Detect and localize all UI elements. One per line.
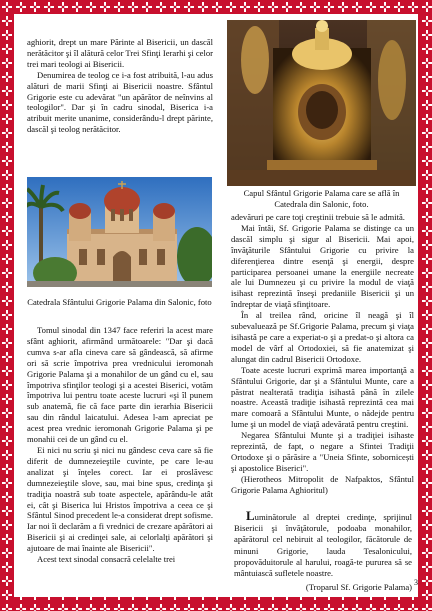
column2-text (231, 212, 414, 496)
page-content (22, 20, 414, 598)
dropcap: L (246, 508, 255, 523)
column1-bottom-text (27, 325, 213, 565)
paragraph: Toate aceste lucruri exprimă marea importanţă a Sfântului Grigorie, dar şi a Sfântului Munte, care a păstrat nealterată tradiţia isihastă până în zilele noastre. Această tradiţie isihastă reprezintă cea mai mare comoară a Sfântului Munte, o nădejde pentru lume şi un model de viaţă adevărată pentru creştini. (231, 364, 414, 430)
signature: (Hierotheos Mitropolit de Nafpaktos, Sfântul Grigorie Palama Aghioritul) (231, 473, 414, 495)
column1-top-text (27, 37, 213, 135)
paragraph: Denumirea de teolog ce i-a fost atribuită, l-au adus alături de marii Sfinţi ai Bisericii noastre. Sfântul Grigorie este cu adevărat "un apărător de neînvins al teologilor". Dar şi în cadru sinodal, Biserica i-a atribuit merite unanime, considerându-l drept părinte, dascăl şi teolog nerătăcitor. (27, 69, 213, 135)
page-number: 3 (414, 578, 418, 587)
paragraph: Tomul sinodal din 1347 face referiri la acest mare sfânt aghiorit, afirmând următoarele: "Dar şi dacă cumva s-ar afla cineva care să gândească, să afirme ori să scrie împotriva prea vrednicului ieromonah Grigorie Palama şi a monahilor de un gând cu el, sau împotriva sfinţilor teologi şi a acestei Biserici, votăm împotriva lui pentru toate aceste lucruri «şi îl punem sub anatemă, fie că face parte din ierarhia Bisericii sau din rândul laicatului. Adesea l-am apreciat pe acest prea vrednic ieromonah Grigorie Palama şi pe monahii cei de un gând cu el. (27, 325, 213, 445)
cathedral-photo (27, 177, 212, 287)
paragraph: adevăruri pe care toţi creştinii trebuie să le admită. (231, 212, 405, 222)
relics-caption: Capul Sfântul Grigorie Palama care se află în Catedrala din Salonic, foto. (243, 188, 400, 209)
troparion-body: uminătorule al dreptei credinţe, sprijinul Bisericii şi învăţătorule, podoaba monahilor, apărătorul cel nebiruit al teologilor, făcătorule de minuni Grigorie, lauda Tesalonicului, propovăduitorule al harului, roagă-te pururea să se mântuiască sufletele noastre. (234, 512, 412, 579)
paragraph: Acest text sinodal consacră celelalte trei (37, 554, 176, 565)
troparion (234, 510, 412, 593)
troparion-text (234, 510, 412, 579)
paragraph: Negarea Sfântului Munte şi a tradiţiei isihaste reprezintă, de fapt, o negare a Sfintei Tradiţii Ortodoxe şi o părăsire a "Uneia Sfinte, sobornicești şi apostolice Biserici". (231, 430, 414, 473)
paragraph: Ei nici nu scriu şi nici nu gândesc ceva care să fie diferit de dumnezeieştile cuvinte, pe care le-au analizat şi înţeles corect. Iar ei proslăvesc dumnezeieştile slove, sau, mai bine spus, credinţa şi tradiţia noastră sub toate aspectele, apărându-le atât ei, cât şi Biserica lui Hristos împotriva a ceea ce şi Sfântul Sinod precedent le-a considerat drept sofisme. Iar noi îi declarăm a fi vrednici de crezare apărători ai Bisericii şi ai credinţei sale, ai celorlalţi apărători şi ajutoare de mai înainte ale Bisericii". (27, 444, 213, 554)
paragraph: aghiorit, drept un mare Părinte al Bisericii, un dascăl nerătăcitor şi îl alătură celor Trei Sfinţi Ierarhi şi celor trei mari teologi ai Bisericii. (27, 37, 213, 69)
paragraph: În al treilea rând, oricine îl neagă şi îl subevaluează pe Sf.Grigorie Palama, precum şi viaţa isihastă pe care a experiat-o şi a predat-o şi altora ca model de vârf al Ortodoxiei, să fie anatemizat şi alungat din cadrul Bisericii Ortodoxe. (231, 310, 414, 364)
troparion-source: (Troparul Sf. Grigorie Palama) (305, 582, 412, 593)
paragraph: Mai întâi, Sf. Grigorie Palama se distinge ca un dascăl simplu şi sigur al Bisericii. Mai apoi, învăţăturile Sfântului Grigorie cu privire la diferenţierea dintre esenţă şi energii, despre participarea persoanei umane la energiile necreate ale lui Dumnezeu şi cu privire la modul de viaţă isihast reprezintă înseşi predaniile Bisericii şi un îndreptar de viaţă sfinţitoare. (231, 222, 414, 310)
relics-photo (227, 20, 416, 186)
cathedral-caption: Catedrala Sfântului Grigorie Palama din Salonic, foto (27, 297, 212, 307)
